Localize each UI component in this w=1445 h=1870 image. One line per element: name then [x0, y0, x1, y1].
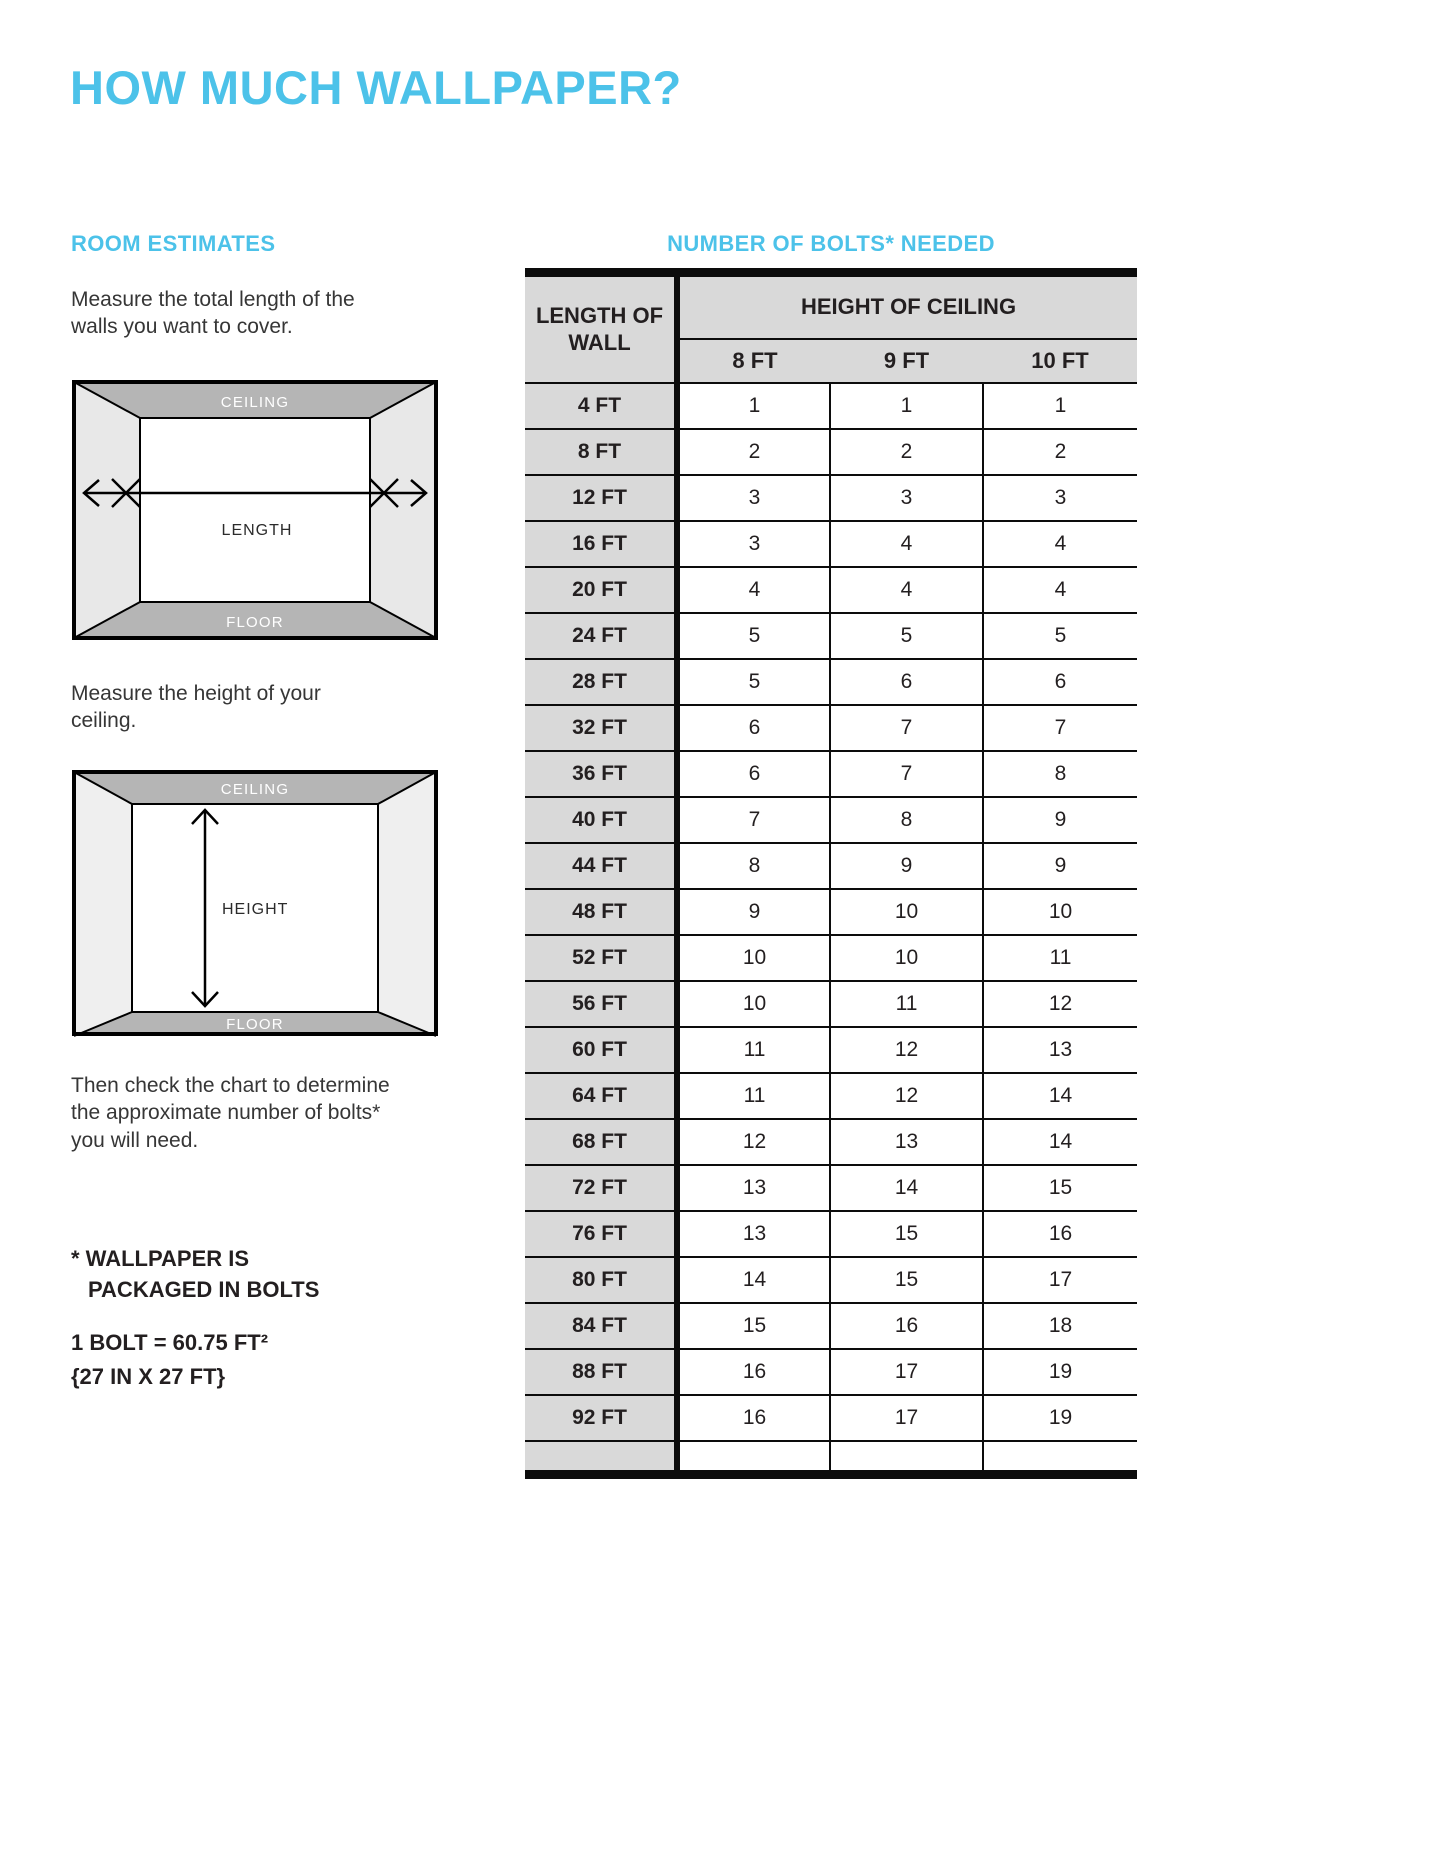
bolt-count-cell: 16	[830, 1303, 983, 1349]
room-length-illustration	[72, 380, 438, 642]
wall-length-cell: 16 FT	[525, 521, 677, 567]
wall-length-cell: 84 FT	[525, 1303, 677, 1349]
bolt-count-cell: 14	[677, 1257, 830, 1303]
table-row	[525, 659, 1137, 705]
height-diagram	[72, 770, 438, 1038]
length-label: LENGTH	[221, 522, 293, 539]
ceiling-label: CEILING	[220, 781, 290, 798]
bolt-count-cell: 16	[677, 1349, 830, 1395]
bolt-count-cell: 3	[677, 475, 830, 521]
wall-length-cell: 4 FT	[525, 383, 677, 429]
table-row	[525, 1165, 1137, 1211]
bolt-table-body	[525, 383, 1137, 1441]
footer-cell	[983, 1441, 1137, 1475]
ceiling-height-col-9ft: 9 FT	[830, 339, 983, 383]
bolt-count-cell: 7	[830, 705, 983, 751]
bolt-count-cell: 2	[983, 429, 1137, 475]
wall-length-cell: 36 FT	[525, 751, 677, 797]
footer-cell	[677, 1441, 830, 1475]
bolt-count-cell: 4	[830, 567, 983, 613]
bolt-count-cell: 10	[983, 889, 1137, 935]
wall-length-cell: 52 FT	[525, 935, 677, 981]
bolt-size-info	[71, 1326, 268, 1394]
wall-length-cell: 24 FT	[525, 613, 677, 659]
wall-length-cell: 44 FT	[525, 843, 677, 889]
bolt-count-cell: 9	[983, 797, 1137, 843]
table-row	[525, 613, 1137, 659]
bolt-count-cell: 19	[983, 1395, 1137, 1441]
bolt-count-cell: 10	[830, 935, 983, 981]
bolt-equals-line: 1 BOLT = 60.75 FT²	[71, 1330, 269, 1355]
bolt-count-cell: 13	[677, 1165, 830, 1211]
header-row-group	[525, 273, 1137, 339]
bolt-count-cell: 12	[677, 1119, 830, 1165]
ceiling-label: CEILING	[220, 394, 290, 411]
bolt-count-cell: 14	[830, 1165, 983, 1211]
left-wall-shape	[74, 772, 132, 1036]
bolt-count-cell: 4	[983, 567, 1137, 613]
floor-label: FLOOR	[226, 1016, 284, 1033]
bolt-count-cell: 9	[983, 843, 1137, 889]
floor-label: FLOOR	[226, 614, 284, 631]
bolt-count-cell: 2	[830, 429, 983, 475]
bolt-count-cell: 9	[677, 889, 830, 935]
table-row	[525, 935, 1137, 981]
back-wall	[140, 418, 370, 602]
table-row	[525, 797, 1137, 843]
ceiling-height-col-10ft: 10 FT	[983, 339, 1137, 383]
ceiling-height-col-8ft: 8 FT	[677, 339, 830, 383]
table-row	[525, 705, 1137, 751]
bolt-count-cell: 13	[983, 1027, 1137, 1073]
footer-label-cell	[525, 1441, 677, 1475]
height-of-ceiling-header: HEIGHT OF CEILING	[677, 273, 1137, 339]
bolt-table-header	[525, 273, 1137, 383]
left-wall-shape	[74, 382, 140, 638]
step1-text: Measure the total length of the walls you want to cover.	[71, 288, 355, 339]
wall-length-cell: 40 FT	[525, 797, 677, 843]
bolt-count-cell: 6	[983, 659, 1137, 705]
table-row	[525, 383, 1137, 429]
wall-length-cell: 88 FT	[525, 1349, 677, 1395]
table-row	[525, 429, 1137, 475]
bolt-count-cell: 11	[983, 935, 1137, 981]
table-footer-row	[525, 1441, 1137, 1475]
bolt-count-cell: 5	[677, 613, 830, 659]
wall-length-cell: 68 FT	[525, 1119, 677, 1165]
bolt-count-cell: 7	[677, 797, 830, 843]
bolt-count-cell: 13	[830, 1119, 983, 1165]
room-estimates-heading: ROOM ESTIMATES	[71, 231, 276, 256]
step3-text: Then check the chart to determine the approximate number of bolts* you will need.	[71, 1074, 390, 1152]
page-title: HOW MUCH WALLPAPER?	[70, 61, 682, 114]
bolt-count-cell: 1	[677, 383, 830, 429]
bolt-count-cell: 10	[830, 889, 983, 935]
bolt-count-cell: 15	[983, 1165, 1137, 1211]
bolt-count-cell: 17	[830, 1395, 983, 1441]
table-row	[525, 1027, 1137, 1073]
bolt-count-cell: 6	[677, 751, 830, 797]
bolt-count-cell: 18	[983, 1303, 1137, 1349]
table-row	[525, 889, 1137, 935]
table-row	[525, 521, 1137, 567]
bolt-count-cell: 15	[830, 1211, 983, 1257]
bolt-count-cell: 4	[830, 521, 983, 567]
wall-length-cell: 56 FT	[525, 981, 677, 1027]
footer-cell	[830, 1441, 983, 1475]
bolt-count-cell: 15	[830, 1257, 983, 1303]
bolt-count-cell: 12	[830, 1073, 983, 1119]
table-row	[525, 567, 1137, 613]
table-row	[525, 1119, 1137, 1165]
footnote-line1: * WALLPAPER IS	[71, 1246, 250, 1271]
step2-text: Measure the height of your ceiling.	[71, 682, 321, 733]
bolt-count-cell: 13	[677, 1211, 830, 1257]
bolt-count-cell: 16	[677, 1395, 830, 1441]
bolt-count-cell: 8	[830, 797, 983, 843]
height-label: HEIGHT	[222, 901, 289, 918]
bolt-dimensions-line: {27 IN X 27 FT}	[71, 1364, 226, 1390]
bolt-count-cell: 5	[983, 613, 1137, 659]
bolt-count-cell: 12	[830, 1027, 983, 1073]
bolt-count-cell: 3	[983, 475, 1137, 521]
bolt-count-cell: 1	[983, 383, 1137, 429]
bolt-table-footer	[525, 1441, 1137, 1475]
bolt-count-cell: 17	[983, 1257, 1137, 1303]
table-row	[525, 843, 1137, 889]
bolt-table-container	[525, 268, 1137, 1479]
bolt-count-cell: 7	[830, 751, 983, 797]
bolt-count-cell: 3	[677, 521, 830, 567]
bolt-count-cell: 4	[983, 521, 1137, 567]
table-row	[525, 981, 1137, 1027]
bolt-count-cell: 15	[677, 1303, 830, 1349]
bolt-count-cell: 6	[677, 705, 830, 751]
table-row	[525, 1395, 1137, 1441]
bolt-table	[525, 268, 1137, 1479]
wall-length-cell: 72 FT	[525, 1165, 677, 1211]
bolt-count-cell: 17	[830, 1349, 983, 1395]
bolt-count-cell: 3	[830, 475, 983, 521]
wallpaper-footnote	[71, 1244, 319, 1306]
table-row	[525, 751, 1137, 797]
bolt-count-cell: 5	[677, 659, 830, 705]
bolt-count-cell: 10	[677, 981, 830, 1027]
right-wall-shape	[378, 772, 436, 1036]
table-row	[525, 1211, 1137, 1257]
bolt-count-cell: 14	[983, 1073, 1137, 1119]
wall-length-cell: 80 FT	[525, 1257, 677, 1303]
wall-length-cell: 20 FT	[525, 567, 677, 613]
bolts-needed-heading: NUMBER OF BOLTS* NEEDED	[667, 231, 995, 256]
bolt-count-cell: 11	[677, 1073, 830, 1119]
room-height-illustration	[72, 770, 438, 1038]
table-row	[525, 1303, 1137, 1349]
bolt-count-cell: 16	[983, 1211, 1137, 1257]
bolt-count-cell: 10	[677, 935, 830, 981]
wall-length-cell: 48 FT	[525, 889, 677, 935]
table-row	[525, 1349, 1137, 1395]
bolt-count-cell: 8	[983, 751, 1137, 797]
wall-length-cell: 60 FT	[525, 1027, 677, 1073]
wall-length-cell: 12 FT	[525, 475, 677, 521]
bolt-count-cell: 1	[830, 383, 983, 429]
right-wall-shape	[370, 382, 436, 638]
bolt-count-cell: 5	[830, 613, 983, 659]
wall-length-cell: 32 FT	[525, 705, 677, 751]
wall-length-cell: 28 FT	[525, 659, 677, 705]
bolt-count-cell: 11	[830, 981, 983, 1027]
footnote-line2: PACKAGED IN BOLTS	[88, 1276, 320, 1302]
bolt-count-cell: 12	[983, 981, 1137, 1027]
wall-length-cell: 8 FT	[525, 429, 677, 475]
table-row	[525, 475, 1137, 521]
wall-length-cell: 92 FT	[525, 1395, 677, 1441]
wall-length-cell: 64 FT	[525, 1073, 677, 1119]
length-of-wall-header: LENGTH OF WALL	[525, 273, 677, 383]
bolt-count-cell: 19	[983, 1349, 1137, 1395]
wall-length-cell: 76 FT	[525, 1211, 677, 1257]
bolt-count-cell: 4	[677, 567, 830, 613]
bolt-count-cell: 11	[677, 1027, 830, 1073]
table-row	[525, 1257, 1137, 1303]
bolt-count-cell: 9	[830, 843, 983, 889]
bolt-count-cell: 14	[983, 1119, 1137, 1165]
bolt-count-cell: 8	[677, 843, 830, 889]
table-row	[525, 1073, 1137, 1119]
bolt-count-cell: 7	[983, 705, 1137, 751]
bolt-count-cell: 6	[830, 659, 983, 705]
length-diagram	[72, 380, 438, 642]
bolt-count-cell: 2	[677, 429, 830, 475]
